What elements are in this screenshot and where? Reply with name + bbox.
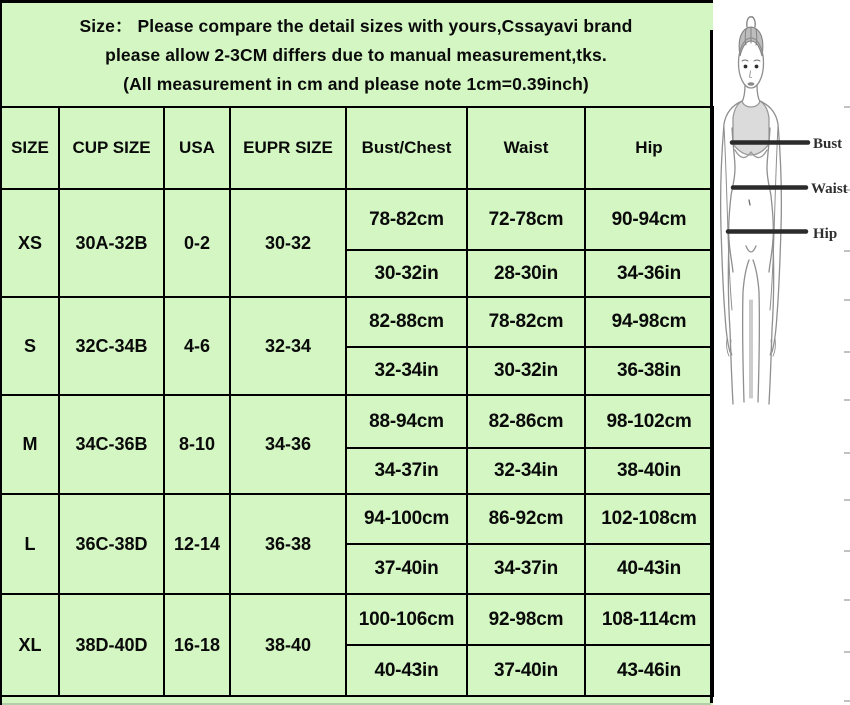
column-header-eupr: EUPR SIZE [230,107,346,189]
bust-label: Bust [813,136,843,152]
cell-m-bust-in: 34-37in [346,448,467,494]
cell-xl-hip-in: 43-46in [585,645,713,696]
cell-xl-eupr: 38-40 [230,594,346,696]
cell-xs-waist-in: 28-30in [467,250,585,297]
cell-s-eupr: 32-34 [230,297,346,395]
cell-xl-cup: 38D-40D [59,594,164,696]
cell-s-bust-in: 32-34in [346,347,467,395]
cell-xl-waist-cm: 92-98cm [467,594,585,645]
header-row [1,107,713,189]
cell-xl-hip-cm: 108-114cm [585,594,713,645]
cell-xs-cup: 30A-32B [59,189,164,297]
cell-m-size: M [1,395,59,494]
cell-xl-usa: 16-18 [164,594,230,696]
cell-l-hip-in: 40-43in [585,544,713,594]
cell-xs-size: XS [1,189,59,297]
cell-s-size: S [1,297,59,395]
waist-label: Waist [811,181,848,197]
cell-xs-hip-in: 34-36in [585,250,713,297]
cell-xl-waist-in: 37-40in [467,645,585,696]
cell-m-eupr: 34-36 [230,395,346,494]
title-line-2: please allow 2-3CM differs due to manual measurement,tks. [105,45,607,65]
table-row-l [1,494,713,544]
cell-s-usa: 4-6 [164,297,230,395]
cell-l-cup: 36C-38D [59,494,164,594]
column-header-size: SIZE [1,107,59,189]
size-chart-table [0,106,714,697]
cell-l-eupr: 36-38 [230,494,346,594]
column-header-usa: USA [164,107,230,189]
cell-xs-hip-cm: 90-94cm [585,189,713,250]
cell-s-cup: 32C-34B [59,297,164,395]
column-header-cup: CUP SIZE [59,107,164,189]
cell-m-hip-cm: 98-102cm [585,395,713,448]
title-line-1: Size： Please compare the detail sizes with yours,Cssayavi brand [79,16,633,36]
column-header-bust: Bust/Chest [346,107,467,189]
cell-xs-eupr: 30-32 [230,189,346,297]
table-row-xs [1,189,713,250]
cell-l-bust-cm: 94-100cm [346,494,467,544]
cell-xs-bust-in: 30-32in [346,250,467,297]
cell-m-waist-in: 32-34in [467,448,585,494]
cell-m-bust-cm: 88-94cm [346,395,467,448]
cell-l-usa: 12-14 [164,494,230,594]
table-row-m [1,395,713,448]
cell-s-hip-in: 36-38in [585,347,713,395]
cell-xs-usa: 0-2 [164,189,230,297]
body-figure-illustration [713,0,850,705]
cell-m-usa: 8-10 [164,395,230,494]
cell-s-hip-cm: 94-98cm [585,297,713,347]
woman-sketch [721,17,782,404]
cell-l-waist-in: 34-37in [467,544,585,594]
table-row-xl [1,594,713,645]
cell-s-waist-in: 30-32in [467,347,585,395]
cell-l-bust-in: 37-40in [346,544,467,594]
cell-xl-bust-cm: 100-106cm [346,594,467,645]
column-header-hip: Hip [585,107,713,189]
cell-m-waist-cm: 82-86cm [467,395,585,448]
cell-l-hip-cm: 102-108cm [585,494,713,544]
title-line-3: (All measurement in cm and please note 1cm=0.39inch) [123,74,589,94]
chart-title [2,12,710,99]
hip-label: Hip [813,226,838,242]
cell-xs-bust-cm: 78-82cm [346,189,467,250]
cell-s-bust-cm: 82-88cm [346,297,467,347]
column-header-waist: Waist [467,107,585,189]
table-row-s [1,297,713,347]
cell-xs-waist-cm: 72-78cm [467,189,585,250]
cell-xl-bust-in: 40-43in [346,645,467,696]
cell-l-waist-cm: 86-92cm [467,494,585,544]
cell-l-size: L [1,494,59,594]
cell-s-waist-cm: 78-82cm [467,297,585,347]
cell-m-hip-in: 38-40in [585,448,713,494]
cell-m-cup: 34C-36B [59,395,164,494]
cell-xl-size: XL [1,594,59,696]
